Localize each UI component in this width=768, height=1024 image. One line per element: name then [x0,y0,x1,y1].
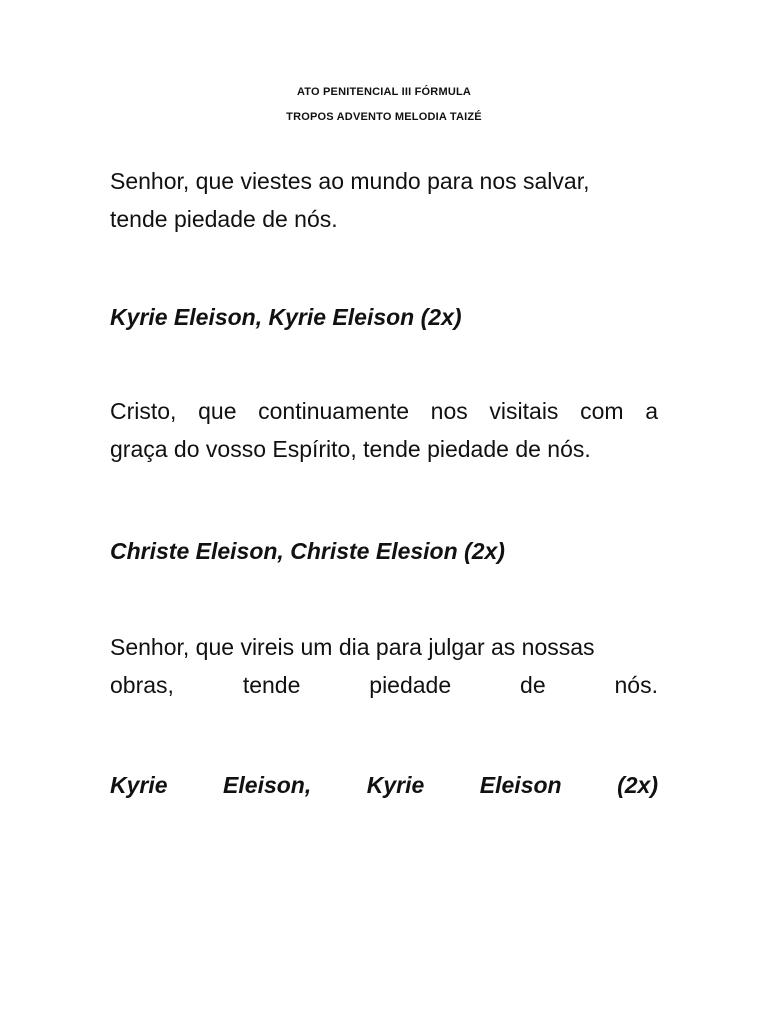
invocation-3 [110,628,658,704]
invocation-2-line-1: Cristo, que continuamente nos visitais com a [110,398,658,424]
response-2 [110,532,658,570]
response-1-text: Kyrie Eleison, Kyrie Eleison (2x) [110,304,462,330]
document-title: ATO PENITENCIAL III FÓRMULA [296,86,472,98]
invocation-1-line-2: tende piedade de nós. [110,206,338,232]
invocation-2 [110,392,658,468]
response-2-text: Christe Eleison, Christe Elesion (2x) [110,538,505,564]
invocation-3-line-2: obras, tende piedade de nós. [110,672,658,698]
invocation-2-line-2: graça do vosso Espírito, tende piedade de nós. [110,436,591,462]
invocation-1-line-1: Senhor, que viestes ao mundo para nos salvar, [110,168,590,194]
invocation-3-line-1: Senhor, que vireis um dia para julgar as nossas [110,634,595,660]
invocation-1 [110,162,658,238]
response-3 [110,766,658,804]
document-subtitle: TROPOS ADVENTO MELODIA TAIZÉ [286,111,482,123]
response-3-text: Kyrie Eleison, Kyrie Eleison (2x) [110,772,658,798]
response-1 [110,298,658,336]
